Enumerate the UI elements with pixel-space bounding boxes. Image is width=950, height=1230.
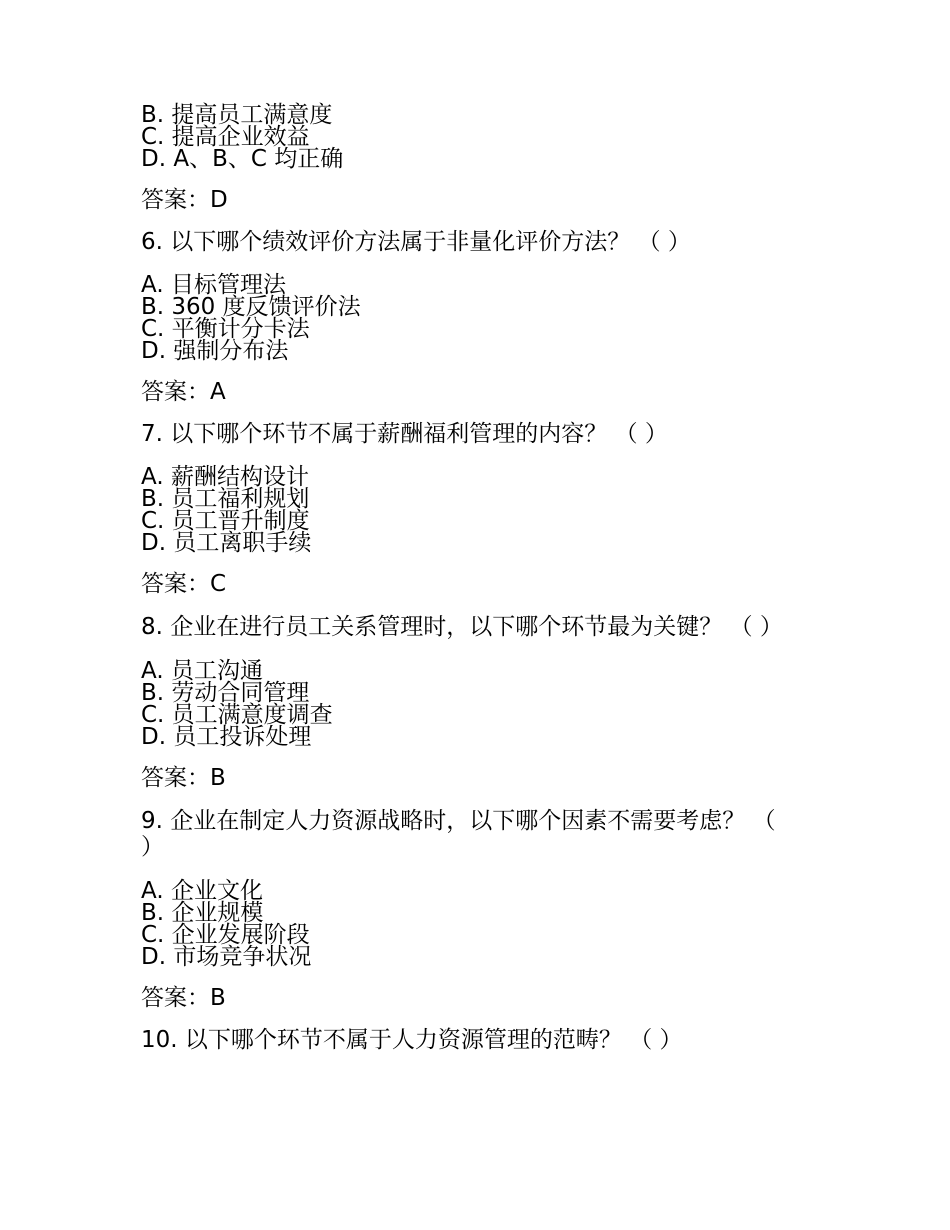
document-page	[141, 104, 821, 1052]
option-d: D. 市场竞争状况	[141, 944, 312, 970]
option-d: D. 强制分布法	[141, 338, 289, 364]
options-q7	[141, 466, 821, 554]
options-q6	[141, 274, 821, 362]
question-6: 6. 以下哪个绩效评价方法属于非量化评价方法？ （ ）	[141, 229, 691, 255]
answer-q5: 答案：D	[141, 187, 228, 213]
option-d: D. 员工离职手续	[141, 530, 312, 556]
option-b: B. 员工福利规划	[141, 486, 310, 512]
question-9: 9. 企业在制定人力资源战略时，以下哪个因素不需要考虑？ （ ）	[141, 808, 776, 860]
option-b: B. 企业规模	[141, 900, 264, 926]
option-d: D. A、B、C 均正确	[141, 146, 344, 172]
option-a: A. 目标管理法	[141, 272, 286, 298]
option-a: A. 员工沟通	[141, 658, 263, 684]
option-b: B. 劳动合同管理	[141, 680, 310, 706]
question-8: 8. 企业在进行员工关系管理时，以下哪个环节最为关键？ （ ）	[141, 614, 783, 640]
question-10: 10. 以下哪个环节不属于人力资源管理的范畴？ （ ）	[141, 1027, 683, 1053]
option-b: B. 提高员工满意度	[141, 102, 333, 128]
option-c: C. 平衡计分卡法	[141, 316, 310, 342]
option-a: A. 企业文化	[141, 878, 263, 904]
option-b: B. 360 度反馈评价法	[141, 294, 361, 320]
options-q8	[141, 660, 821, 748]
answer-q9: 答案：B	[141, 985, 226, 1011]
answer-q8: 答案：B	[141, 765, 226, 791]
option-c: C. 员工晋升制度	[141, 508, 310, 534]
question-7: 7. 以下哪个环节不属于薪酬福利管理的内容？ （ ）	[141, 421, 668, 447]
option-c: C. 员工满意度调查	[141, 702, 333, 728]
option-a: A. 薪酬结构设计	[141, 464, 309, 490]
option-c: C. 提高企业效益	[141, 124, 310, 150]
options-q5	[141, 104, 821, 170]
answer-q6: 答案：A	[141, 379, 226, 405]
options-q9	[141, 880, 821, 968]
answer-q7: 答案：C	[141, 571, 227, 597]
option-c: C. 企业发展阶段	[141, 922, 310, 948]
option-d: D. 员工投诉处理	[141, 724, 312, 750]
